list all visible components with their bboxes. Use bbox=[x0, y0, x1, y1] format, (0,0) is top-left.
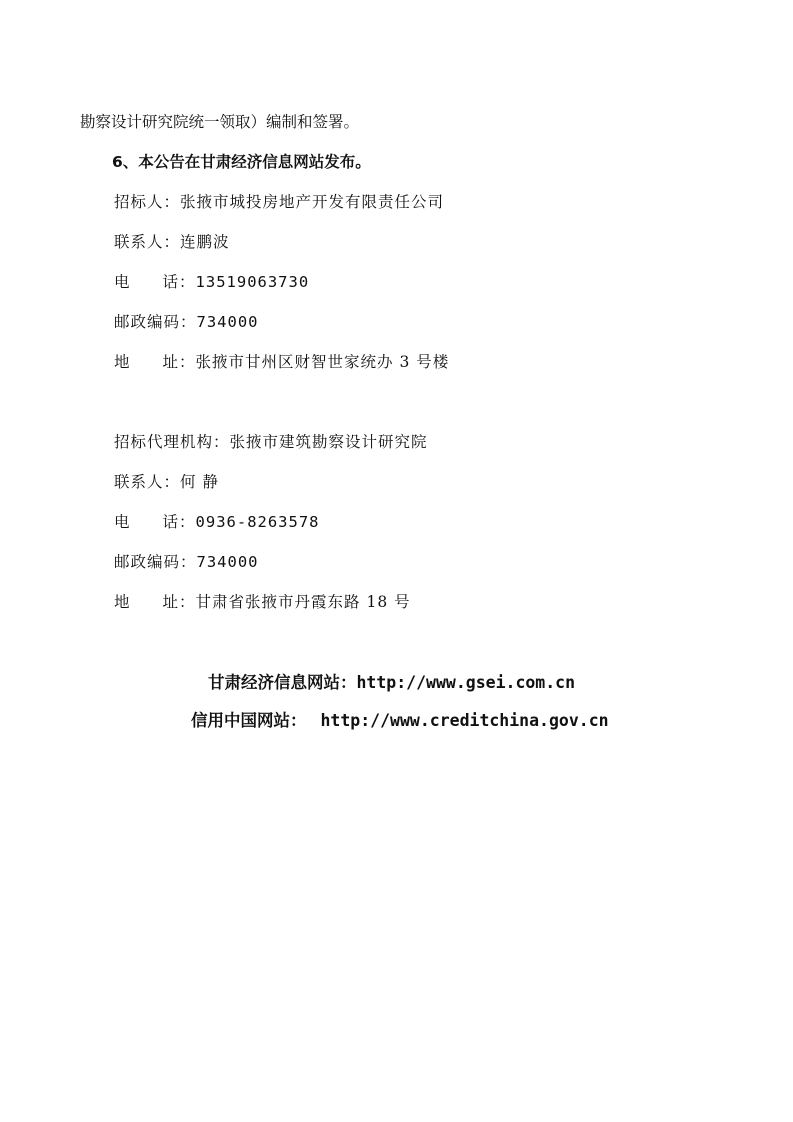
creditchina-website-label: 信用中国网站： bbox=[191, 711, 307, 730]
agent-address-value: 甘肃省张掖市丹霞东路 18 号 bbox=[195, 593, 411, 611]
gsei-website-row bbox=[208, 672, 575, 694]
agent-name-value: 张掖市建筑勘察设计研究院 bbox=[229, 433, 428, 451]
tenderer-phone-row bbox=[114, 272, 309, 292]
agent-phone-label-1: 电 bbox=[114, 513, 131, 531]
agent-contact-label: 联系人： bbox=[114, 473, 181, 491]
intro-continuation bbox=[80, 112, 359, 132]
tenderer-phone-value: 13519063730 bbox=[195, 273, 310, 291]
tenderer-address-label-1: 地 bbox=[114, 353, 131, 371]
agent-name-row bbox=[114, 432, 428, 452]
tenderer-postcode-value: 734000 bbox=[196, 313, 259, 331]
gsei-website-label: 甘肃经济信息网站： bbox=[208, 673, 357, 692]
creditchina-website-link[interactable]: http://www.creditchina.gov.cn bbox=[320, 711, 609, 730]
section-6-heading bbox=[112, 152, 371, 172]
agent-postcode-label: 邮政编码： bbox=[114, 553, 197, 571]
agent-postcode-row bbox=[114, 552, 259, 572]
tenderer-name-label: 招标人： bbox=[114, 193, 181, 211]
agent-postcode-value: 734000 bbox=[196, 553, 259, 571]
creditchina-website-row bbox=[191, 710, 609, 732]
agent-contact-value: 何 静 bbox=[180, 473, 219, 491]
tenderer-address-label-2: 址： bbox=[162, 353, 196, 371]
agent-address-label-1: 地 bbox=[114, 593, 131, 611]
agent-phone-label-2: 话： bbox=[162, 513, 196, 531]
tenderer-name-row bbox=[114, 192, 444, 212]
tenderer-contact-row bbox=[114, 232, 230, 252]
tenderer-postcode-row bbox=[114, 312, 259, 332]
tenderer-phone-label-2: 话： bbox=[162, 273, 196, 291]
tenderer-postcode-label: 邮政编码： bbox=[114, 313, 197, 331]
gsei-website-link[interactable]: http://www.gsei.com.cn bbox=[356, 673, 576, 692]
tenderer-phone-label-1: 电 bbox=[114, 273, 131, 291]
agent-phone-row bbox=[114, 512, 320, 532]
tenderer-contact-label: 联系人： bbox=[114, 233, 181, 251]
agent-address-row bbox=[114, 592, 411, 612]
agent-address-label-2: 址： bbox=[162, 593, 196, 611]
tenderer-contact-value: 连鹏波 bbox=[180, 233, 230, 251]
tenderer-name-value: 张掖市城投房地产开发有限责任公司 bbox=[180, 193, 445, 211]
agent-name-label: 招标代理机构： bbox=[114, 433, 230, 451]
agent-contact-row bbox=[114, 472, 219, 492]
intro-text: 勘察设计研究院统一领取）编制和签署。 bbox=[80, 113, 360, 131]
section-6-heading-text: 6、本公告在甘肃经济信息网站发布。 bbox=[112, 153, 371, 171]
agent-phone-value: 0936-8263578 bbox=[195, 513, 320, 531]
tenderer-address-row bbox=[114, 352, 449, 372]
tenderer-address-value: 张掖市甘州区财智世家统办 3 号楼 bbox=[195, 353, 450, 371]
